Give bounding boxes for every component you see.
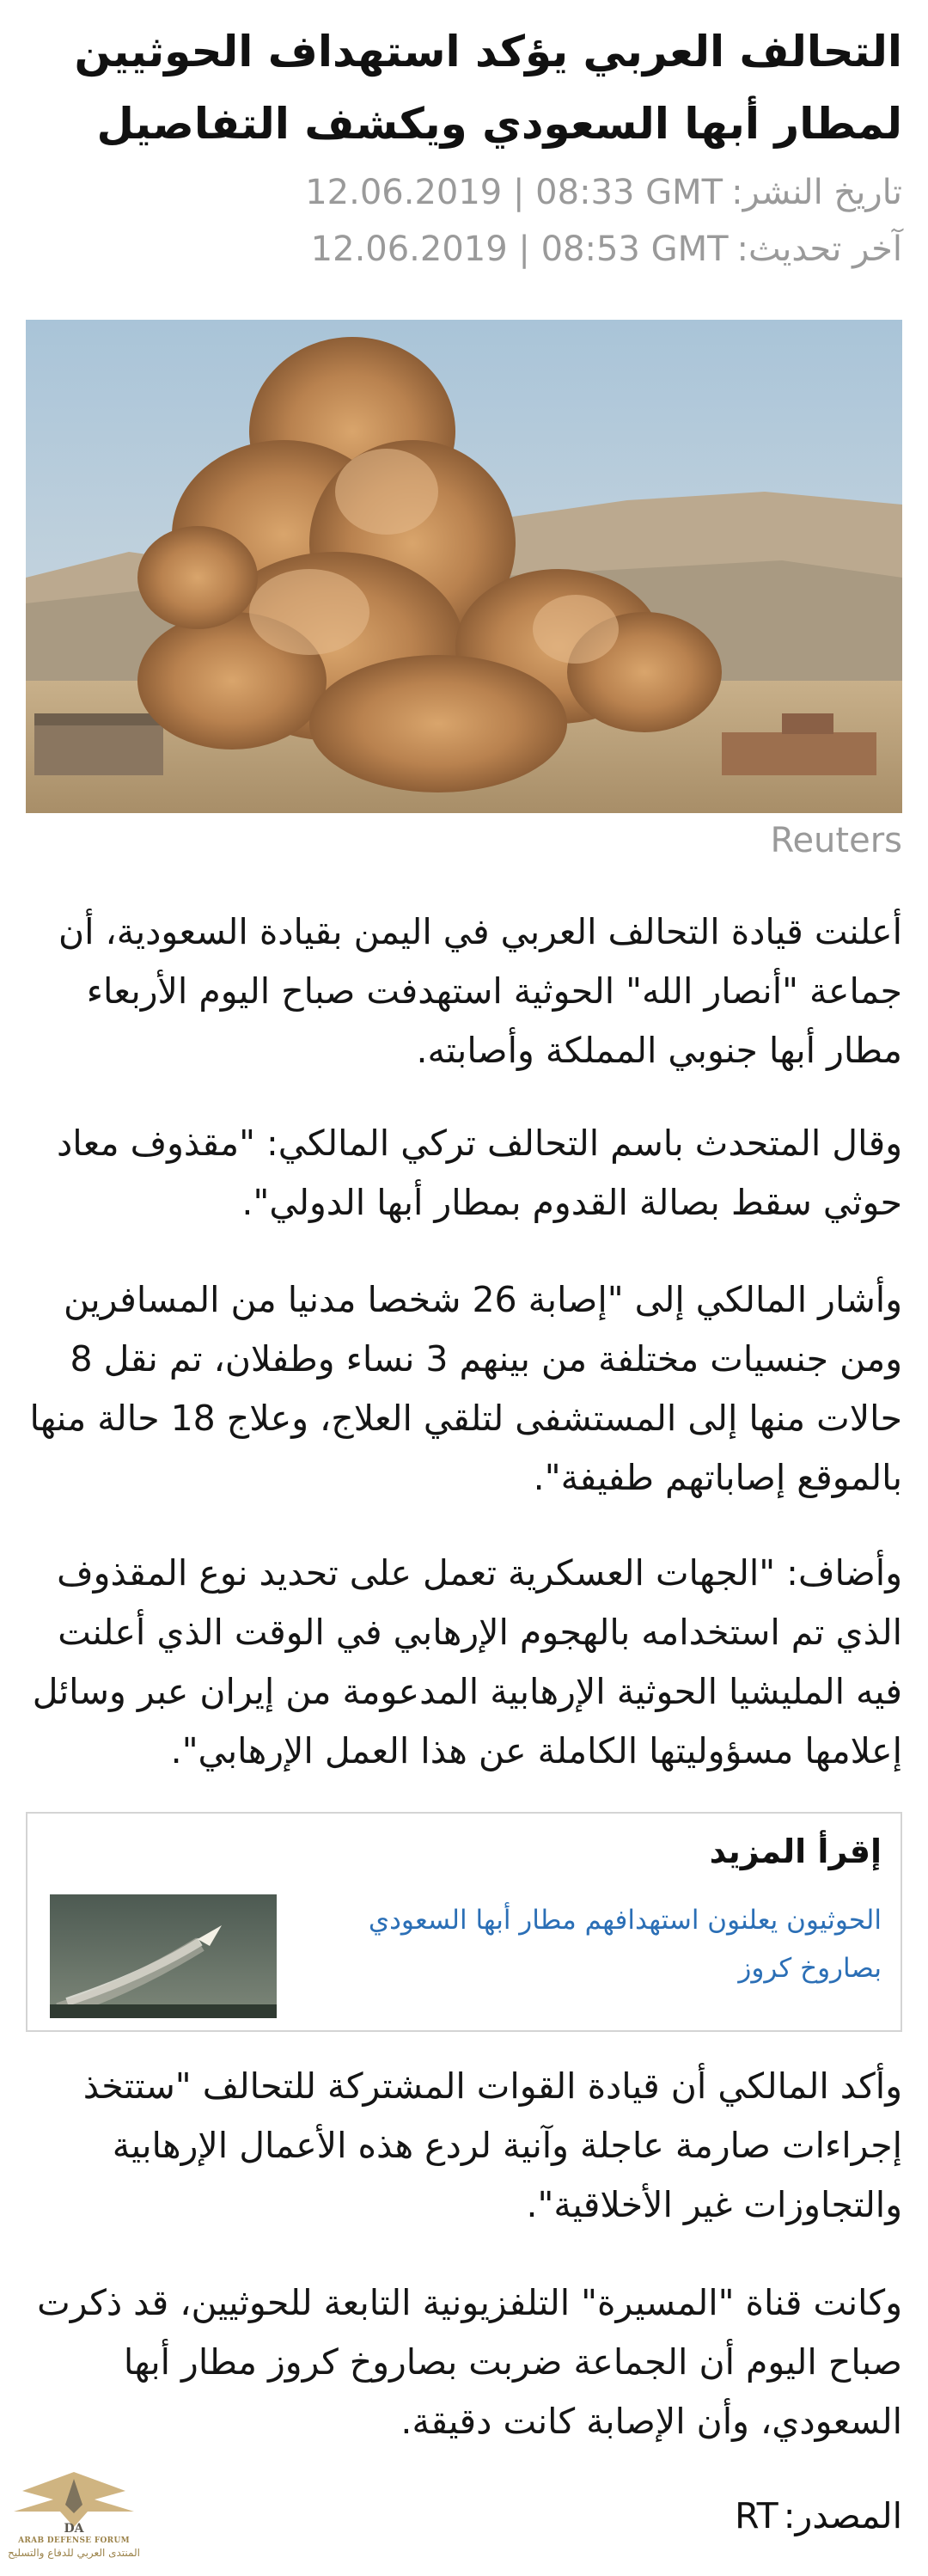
source-label: المصدر:: [783, 2495, 902, 2536]
updated-date: [26, 225, 902, 273]
read-more-title: إقرأ المزيد: [709, 1833, 882, 1870]
read-more-link[interactable]: الحوثيون يعلنون استهدافهم مطار أبها السعودي بصاروخ كروز: [368, 1905, 882, 1984]
published-label: تاريخ النشر:: [731, 173, 902, 212]
watermark-initials: DA: [64, 2522, 84, 2536]
eagle-emblem-icon: [5, 2462, 143, 2536]
updated-label: آخر تحديث:: [736, 229, 902, 269]
updated-value: 12.06.2019 | 08:53 GMT: [310, 229, 729, 269]
article-paragraph: وأشار المالكي إلى "إصابة 26 شخصا مدنيا من المسافرين ومن جنسيات مختلفة من بينهم 3 نساء وطفلان، تم نقل 8 حالات منها إلى المستشفى لتلقي العلاج، وعلاج 18 حالة منها بالموقع إصاباتهم طفيفة".: [29, 1279, 902, 1498]
article-headline: التحالف العربي يؤكد استهداف الحوثيين لمطار أبها السعودي ويكشف التفاصيل: [74, 27, 902, 149]
read-more-box: [26, 1812, 902, 2032]
watermark-name-ar: المنتدى العربي للدفاع والتسليح: [8, 2547, 140, 2559]
article-paragraph: أعلنت قيادة التحالف العربي في اليمن بقيادة السعودية، أن جماعة "أنصار الله" الحوثية استهدفت صباح اليوم الأربعاء مطار أبها جنوبي المملكة وأصابته.: [58, 911, 902, 1071]
watermark-name-en: ARAB DEFENSE FORUM: [18, 2536, 130, 2545]
article-paragraph: وكانت قناة "المسيرة" التلفزيونية التابعة للحوثيين، قد ذكرت صباح اليوم أن الجماعة ضربت بصاروخ كروز مطار أبها السعودي، وأن الإصابة كانت دقيقة.: [37, 2282, 902, 2442]
forum-watermark-logo: [5, 2462, 143, 2573]
hero-image-explosion: [26, 320, 902, 813]
published-date: [26, 168, 902, 217]
image-credit: Reuters: [770, 821, 902, 860]
article-source: [735, 2488, 902, 2543]
article-paragraph: وأكد المالكي أن قيادة القوات المشتركة للتحالف "ستتخذ إجراءات صارمة عاجلة وآنية لردع هذه الأعمال الإرهابية والتجاوزات غير الأخلاقية".: [82, 2065, 902, 2225]
published-value: 12.06.2019 | 08:33 GMT: [305, 173, 723, 212]
read-more-thumbnail[interactable]: [50, 1894, 277, 2018]
article-paragraph: وأضاف: "الجهات العسكرية تعمل على تحديد نوع المقذوف الذي تم استخدامه بالهجوم الإرهابي في الوقت الذي أعلنت فيه المليشيا الحوثية الإرهابية المدعومة من إيران عبر وسائل إعلامها مسؤوليتها الكاملة عن هذا العمل الإرهابي".: [32, 1552, 902, 1771]
source-value: RT: [735, 2495, 778, 2536]
article-paragraph: وقال المتحدث باسم التحالف تركي المالكي: "مقذوف معاد حوثي سقط بصالة القدوم بمطار أبها الدولي".: [57, 1123, 902, 1223]
explosion-illustration: [26, 320, 902, 813]
missile-launch-image: [50, 1894, 277, 2018]
